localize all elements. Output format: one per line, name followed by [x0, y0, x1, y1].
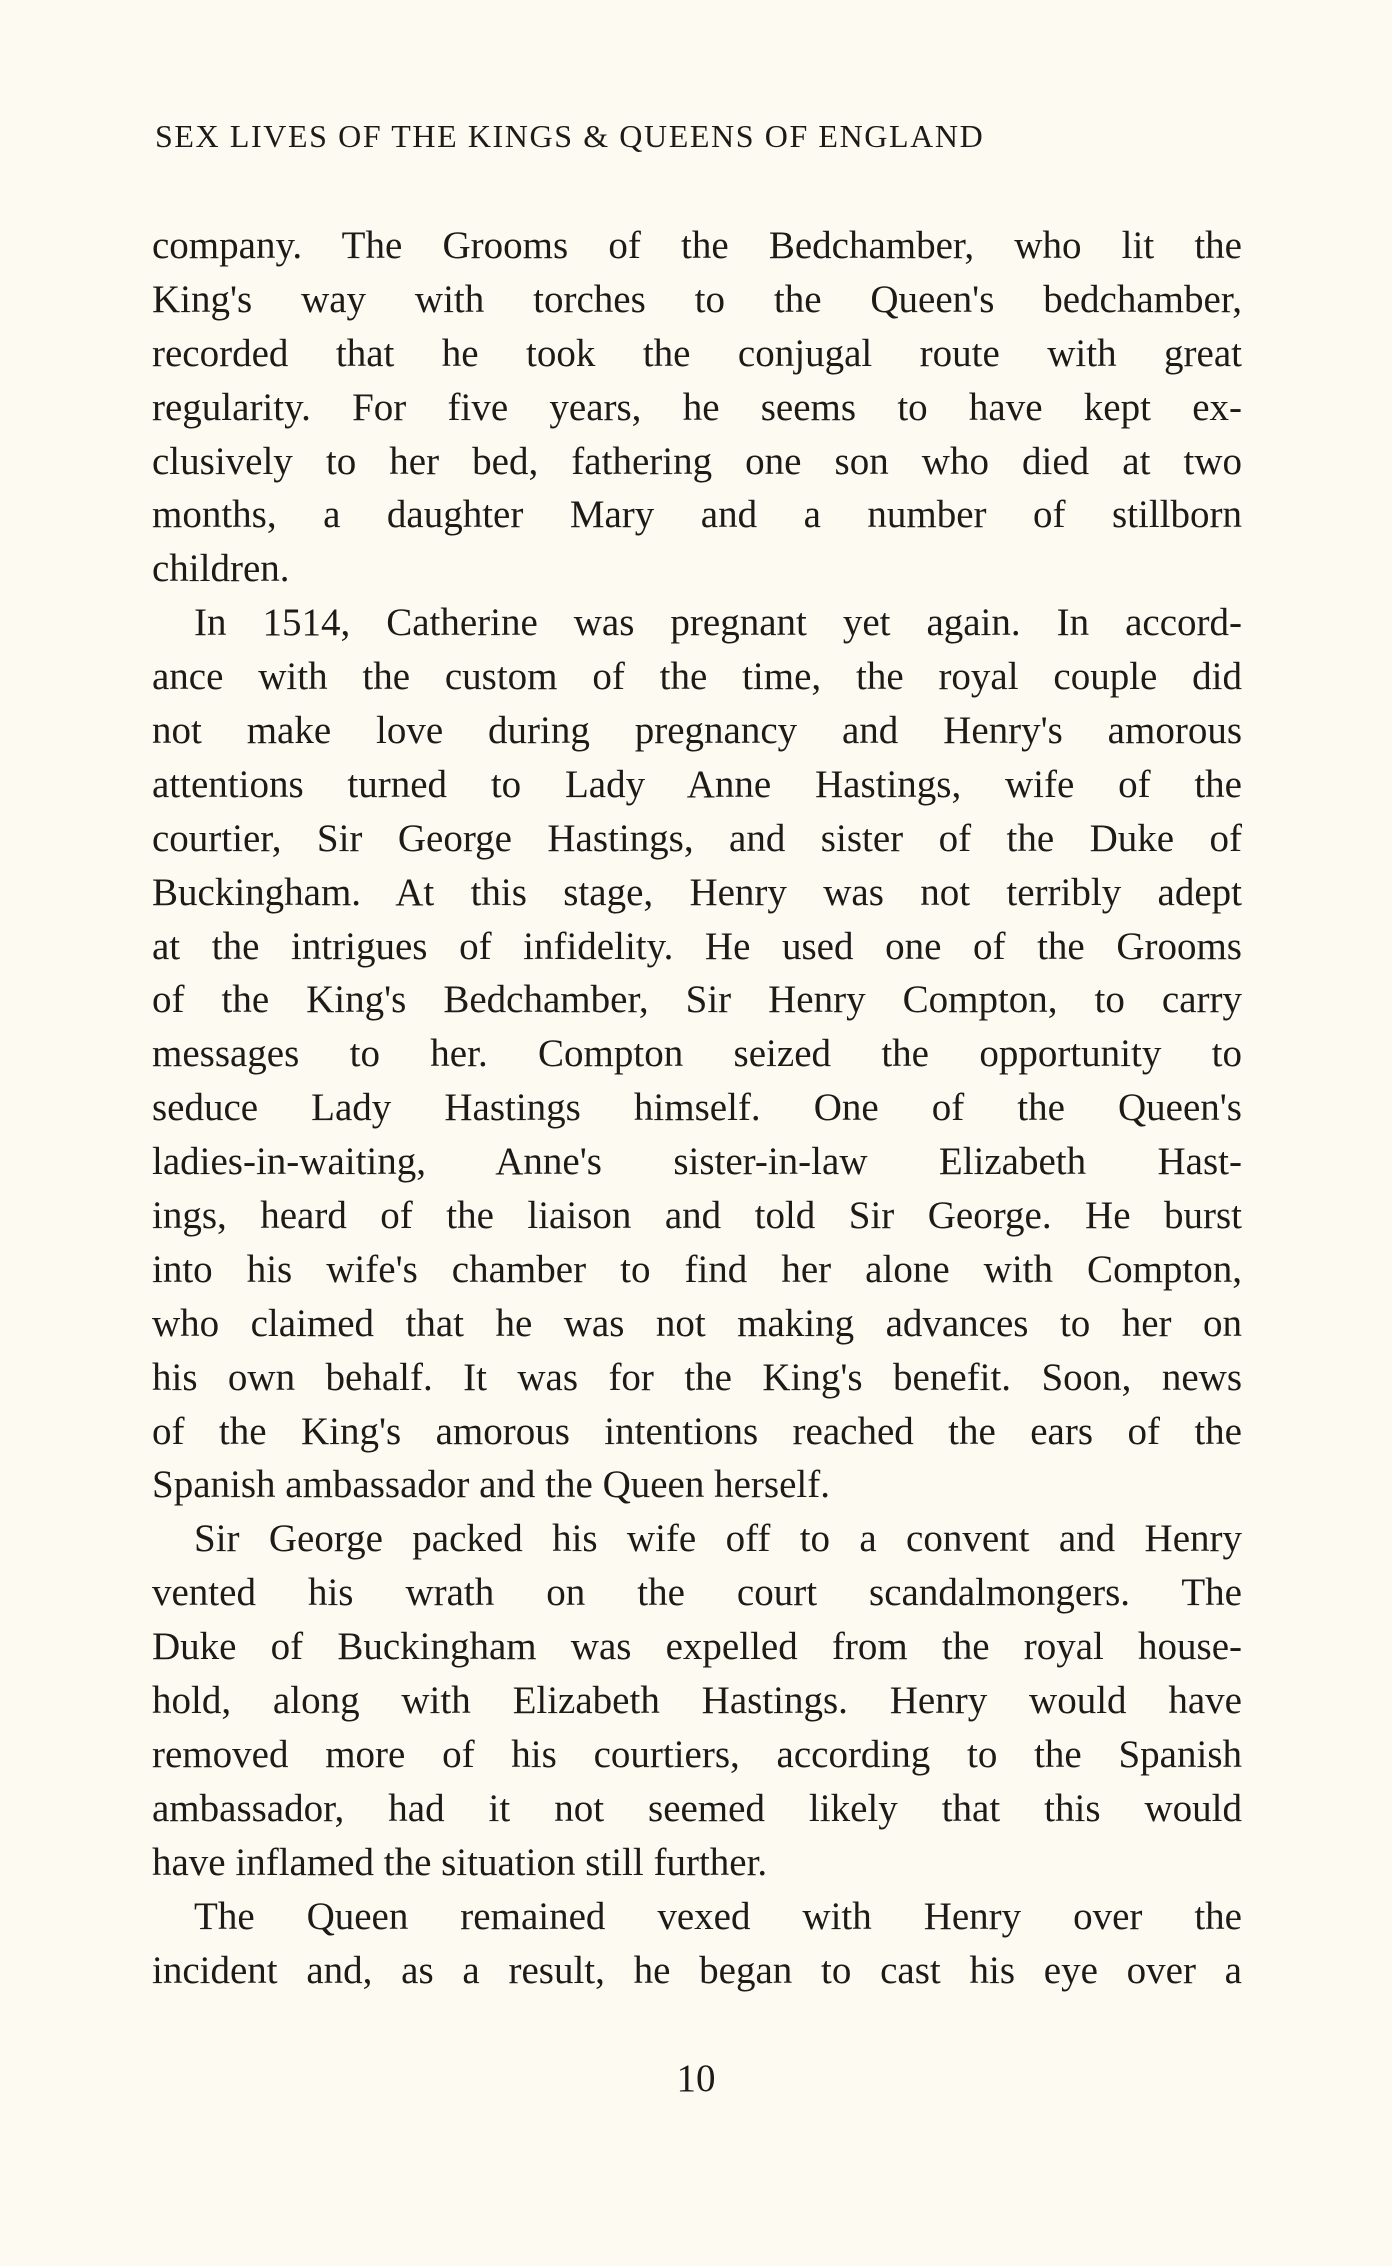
- text-line: regularity. For five years, he seems to have kept ex-: [152, 385, 1242, 429]
- body-text: [152, 219, 1242, 1997]
- text-line: who claimed that he was not making advances to her on: [152, 1301, 1242, 1345]
- text-line: removed more of his courtiers, according to the Spanish: [152, 1732, 1242, 1776]
- text-line: hold, along with Elizabeth Hastings. Henry would have: [152, 1679, 1242, 1723]
- text-line: courtier, Sir George Hastings, and sister of the Duke of: [152, 816, 1242, 860]
- text-line: Buckingham. At this stage, Henry was not terribly adept: [152, 870, 1242, 914]
- text-line: ance with the custom of the time, the royal couple did: [152, 655, 1242, 699]
- text-line: messages to her. Compton seized the opportunity to: [152, 1032, 1242, 1076]
- text-line: Spanish ambassador and the Queen herself.: [152, 1463, 830, 1507]
- text-line: of the King's amorous intentions reached the ears of the: [152, 1409, 1242, 1453]
- text-line: at the intrigues of infidelity. He used one of the Grooms: [152, 924, 1242, 968]
- text-line: into his wife's chamber to find her alone with Compton,: [152, 1247, 1242, 1291]
- text-line: seduce Lady Hastings himself. One of the Queen's: [152, 1086, 1242, 1130]
- text-line: ambassador, had it not seemed likely that this would: [152, 1786, 1242, 1830]
- text-line: The Queen remained vexed with Henry over the: [194, 1894, 1242, 1938]
- text-line: Duke of Buckingham was expelled from the royal house-: [152, 1625, 1242, 1669]
- text-line: Sir George packed his wife off to a convent and Henry: [194, 1517, 1242, 1561]
- text-line: his own behalf. It was for the King's benefit. Soon, news: [152, 1355, 1242, 1399]
- text-line: ladies-in-waiting, Anne's sister-in-law Elizabeth Hast-: [152, 1140, 1242, 1184]
- text-line: incident and, as a result, he began to cast his eye over a: [152, 1948, 1242, 1992]
- text-line: children.: [152, 547, 290, 591]
- text-line: vented his wrath on the court scandalmongers. The: [152, 1571, 1242, 1615]
- text-line: In 1514, Catherine was pregnant yet again. In accord-: [194, 601, 1242, 645]
- running-head: SEX LIVES OF THE KINGS & QUEENS OF ENGLAND: [155, 118, 985, 154]
- text-line: not make love during pregnancy and Henry's amorous: [152, 709, 1242, 753]
- text-line: recorded that he took the conjugal route with great: [152, 331, 1242, 375]
- text-line: of the King's Bedchamber, Sir Henry Compton, to carry: [152, 978, 1242, 1022]
- text-line: company. The Grooms of the Bedchamber, who lit the: [152, 224, 1242, 267]
- text-line: clusively to her bed, fathering one son who died at two: [152, 439, 1242, 483]
- text-line: ings, heard of the liaison and told Sir George. He burst: [152, 1194, 1242, 1238]
- text-line: months, a daughter Mary and a number of stillborn: [152, 493, 1242, 537]
- text-line: attentions turned to Lady Anne Hastings, wife of the: [152, 762, 1242, 806]
- page-number: 10: [676, 2057, 716, 2100]
- text-line: King's way with torches to the Queen's bedchamber,: [152, 277, 1242, 321]
- text-line: have inflamed the situation still further.: [152, 1840, 768, 1884]
